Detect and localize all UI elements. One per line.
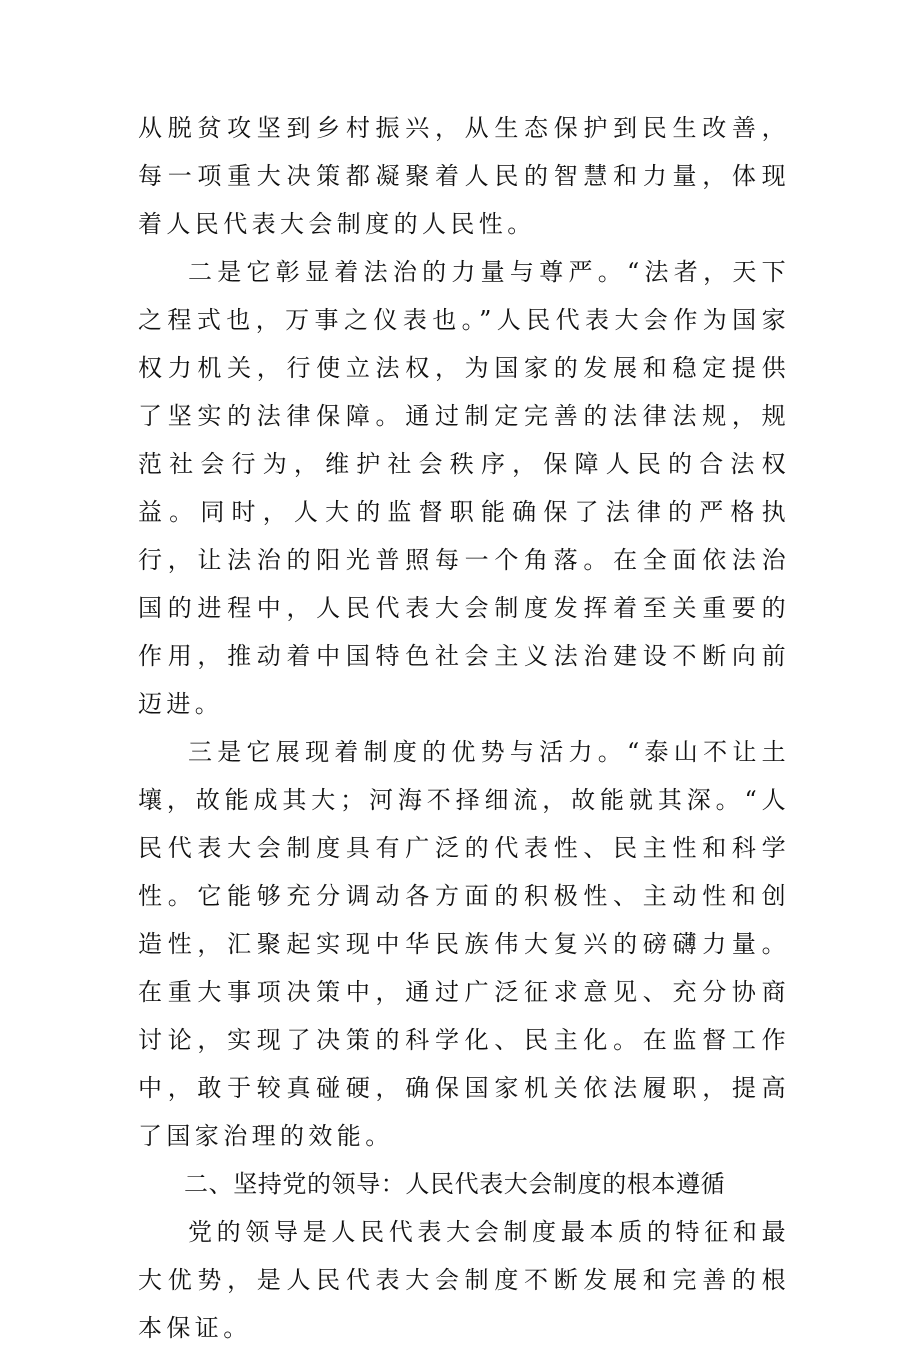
paragraph-3: 三是它展现着制度的优势与活力。“泰山不让土壤，故能成其大；河海不择细流，故能就其深。“人民代表大会制度具有广泛的代表性、民主性和科学性。它能够充分调动各方面的积极性、主动性和创造性，汇聚起实现中华民族伟大复兴的磅礴力量。在重大事项决策中，通过广泛征求意见、充分协商讨论，实现了决策的科学化、民主化。在监督工作中，敢于较真碰硬，确保国家机关依法履职，提高了国家治理的效能。	[138, 738, 790, 1150]
document-body	[138, 104, 790, 1352]
paragraph-2: 二是它彰显着法治的力量与尊严。“法者，天下之程式也，万事之仪表也。”人民代表大会作为国家权力机关，行使立法权，为国家的发展和稳定提供了坚实的法律保障。通过制定完善的法律法规，规范社会行为，维护社会秩序，保障人民的合法权益。同时，人大的监督职能确保了法律的严格执行，让法治的阳光普照每一个角落。在全面依法治国的进程中，人民代表大会制度发挥着至关重要的作用，推动着中国特色社会主义法治建设不断向前迈进。	[138, 258, 790, 718]
paragraph-1: 从脱贫攻坚到乡村振兴，从生态保护到民生改善，每一项重大决策都凝聚着人民的智慧和力量，体现着人民代表大会制度的人民性。	[138, 114, 790, 238]
paragraph-4: 党的领导是人民代表大会制度最本质的特征和最大优势，是人民代表大会制度不断发展和完善的根本保证。	[138, 1218, 790, 1342]
section-heading: 二、坚持党的领导：人民代表大会制度的根本遵循	[184, 1170, 726, 1198]
